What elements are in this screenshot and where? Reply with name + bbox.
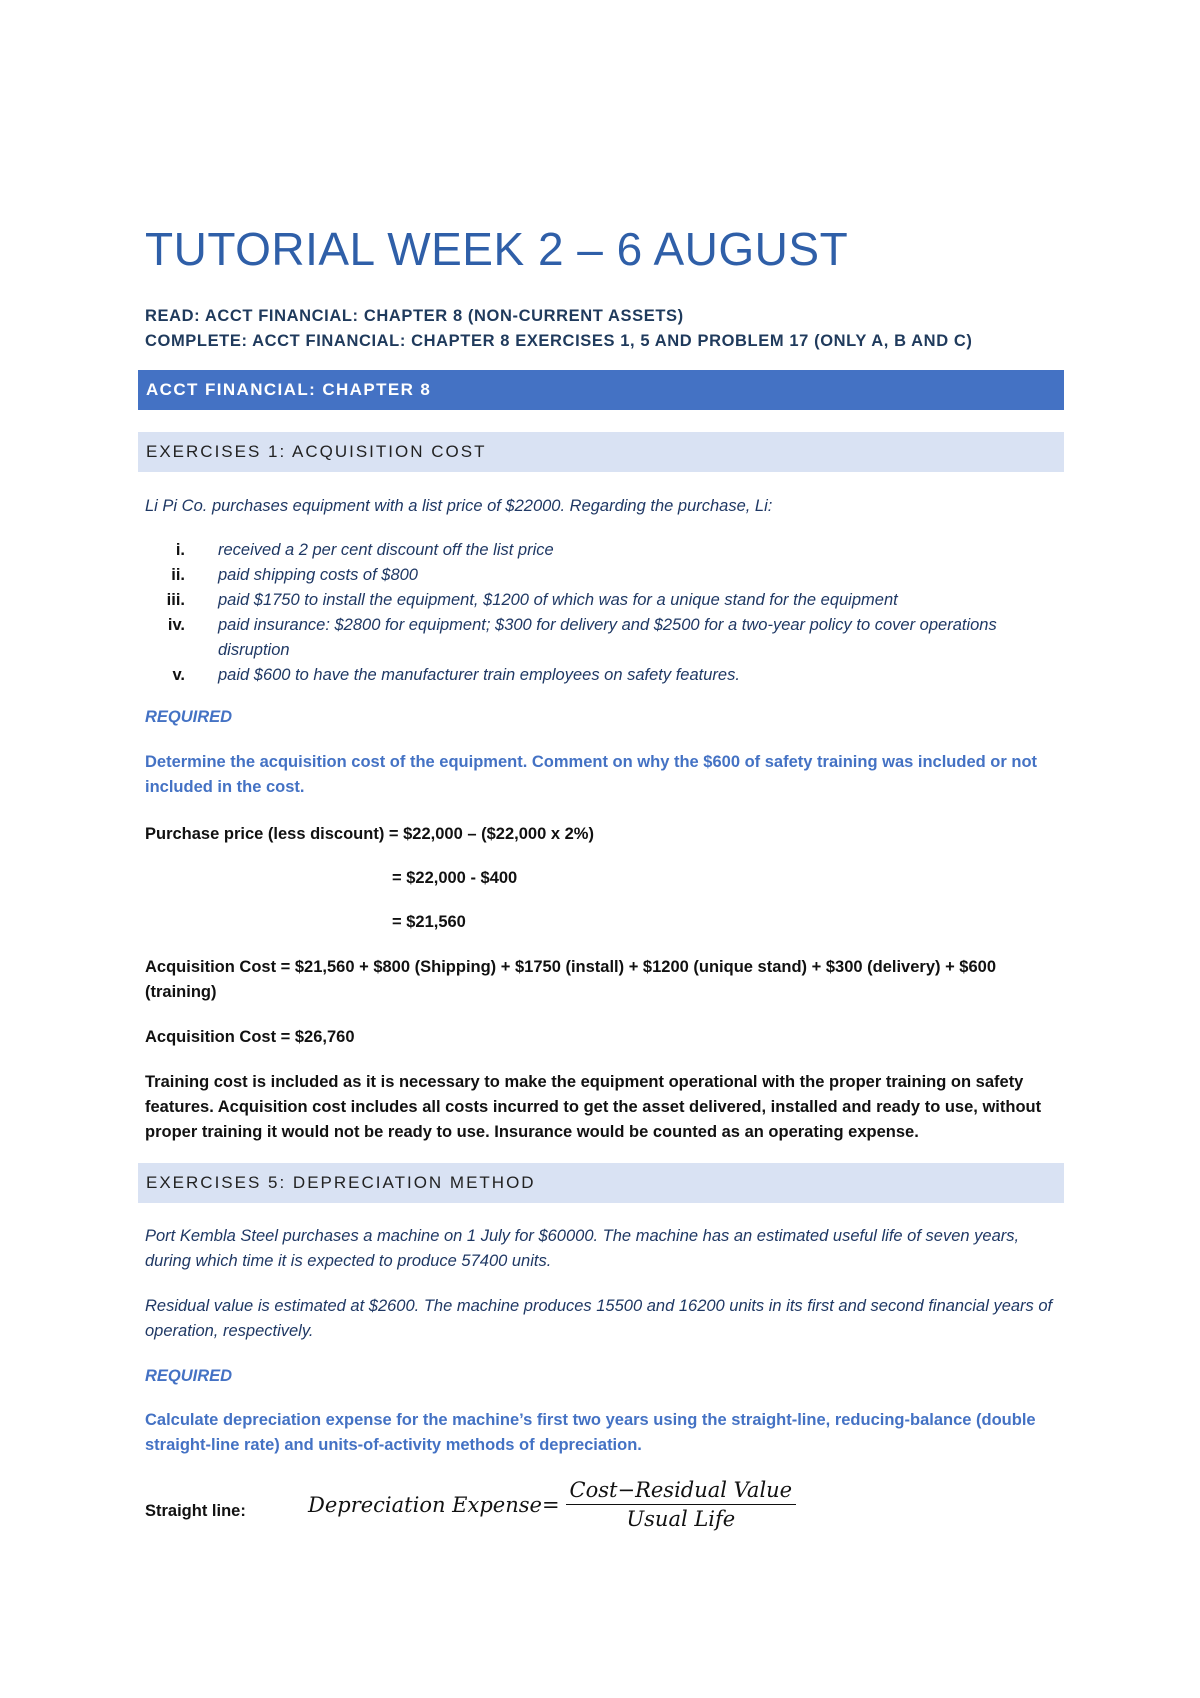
- exercise5-heading: EXERCISES 5: DEPRECIATION METHOD: [138, 1163, 1064, 1203]
- list-item: ii. paid shipping costs of $800: [171, 566, 418, 584]
- exercise1-heading: EXERCISES 1: ACQUISITION COST: [138, 432, 1064, 472]
- list-item: i. received a 2 per cent discount off the list price: [175, 541, 554, 559]
- formula-numerator: Cost−Residual Value: [566, 1478, 797, 1505]
- exercise1-required-label: REQUIRED: [145, 708, 233, 726]
- exercise5-question: Calculate depreciation expense for the machine’s first two years using the straight-line, reducing-balance (double straight-line rate) and units-of-activity methods of depreciation.: [145, 1411, 1036, 1454]
- list-item: iv. paid insurance: $2800 for equipment; $300 for delivery and $2500 for a two-year policy to cover operations disruption: [167, 616, 997, 659]
- exercise5-para2: Residual value is estimated at $2600. The machine produces 15500 and 16200 units in its first and second financial years of operation, respectively.: [145, 1297, 1053, 1340]
- calc-step-3: = $21,560: [392, 913, 466, 931]
- formula-fraction: [566, 1478, 797, 1531]
- formula-denominator: Usual Life: [626, 1507, 736, 1531]
- exercise1-item-list: [145, 538, 1057, 688]
- exercise1-question: Determine the acquisition cost of the equipment. Comment on why the $600 of safety training was included or not included in the cost.: [145, 753, 1038, 796]
- exercise1-comment: Training cost is included as it is necessary to make the equipment operational with the proper training on safety features. Acquisition cost includes all costs incurred to get the asset delivered, installed and ready to use, without proper training it would not be ready to use. Insurance would be counted as an operating expense.: [145, 1073, 1042, 1141]
- exercise5-para1: Port Kembla Steel purchases a machine on 1 July for $60000. The machine has an estimated useful life of seven years, during which time it is expected to produce 57400 units.: [145, 1227, 1020, 1270]
- page-title: TUTORIAL WEEK 2 – 6 AUGUST: [145, 223, 849, 275]
- list-item: v. paid $600 to have the manufacturer train employees on safety features.: [172, 666, 740, 684]
- exercise1-intro: Li Pi Co. purchases equipment with a list price of $22000. Regarding the purchase, Li:: [145, 497, 773, 515]
- formula-lhs: Depreciation Expense=: [308, 1492, 560, 1517]
- read-line: READ: ACCT FINANCIAL: CHAPTER 8 (NON-CURRENT ASSETS): [145, 307, 684, 325]
- calc-step-2: = $22,000 - $400: [392, 869, 518, 887]
- straight-line-label: Straight line:: [145, 1502, 246, 1520]
- calc-acquisition-breakdown: Acquisition Cost = $21,560 + $800 (Shipping) + $1750 (install) + $1200 (unique stand) + $300 (delivery) + $600 (training): [145, 958, 997, 1001]
- chapter-heading: ACCT FINANCIAL: CHAPTER 8: [138, 370, 1064, 410]
- calc-acquisition-total: Acquisition Cost = $26,760: [145, 1028, 355, 1046]
- complete-line: COMPLETE: ACCT FINANCIAL: CHAPTER 8 EXERCISES 1, 5 AND PROBLEM 17 (ONLY A, B AND C): [145, 332, 973, 350]
- list-item: iii. paid $1750 to install the equipment, $1200 of which was for a unique stand for the equipment: [166, 591, 898, 609]
- exercise5-required-label: REQUIRED: [145, 1367, 233, 1385]
- depreciation-formula: [308, 1478, 796, 1531]
- calc-purchase-price: Purchase price (less discount) = $22,000 – ($22,000 x 2%): [145, 825, 594, 843]
